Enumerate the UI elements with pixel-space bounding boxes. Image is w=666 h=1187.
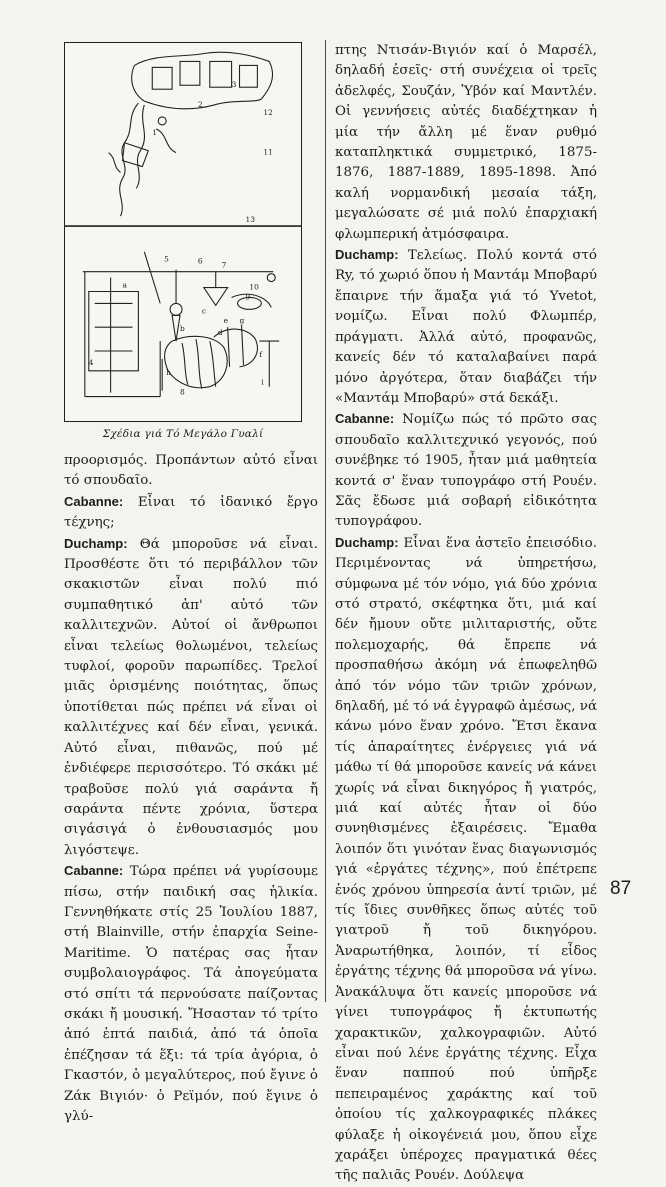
label-1: 1	[152, 127, 157, 137]
paragraph-text: Τώρα πρέπει νά γυρίσουμε πίσω, στήν παιδική σας ἡλικία. Γεννηθήκατε στίς 25 Ἰουλίου 1887, στή Blainville, στήν ἐπαρχία Seine-Maritime. Ὁ πατέρας σας ἦταν συμβολαιογράφος. Τά ἀπογεύματα στό σπίτι τά περνούσατε παίζοντας σκάκι ἤ μουσική. Ἤσασταν τό τρίτο ἀπό ἑπτά παιδιά, ἀπό τά ὁποῖα ἐπέζησαν τά ἕξι: τά τρία ἀγόρια, ὁ Γκαστόν, ὁ μεγαλύτερος, πού ἔγινε ὁ Ζάκ Βιγιόν· ὁ Ρεϊμόν, πού ἔγινε ὁ γλύ-	[64, 864, 318, 1124]
speaker-label: Duchamp:	[335, 534, 399, 550]
label-a: a	[122, 280, 127, 290]
paragraph	[64, 861, 318, 1127]
label-h: h	[166, 367, 171, 377]
page-number: 87	[610, 878, 632, 899]
paragraph-text: Τελείως. Πολύ κοντά στό Ry, τό χωριό ὅπου ἡ Μαντάμ Μποβαρύ ἔπαιρνε τήν ἅμαξα γιά τό Yvetot, νομίζω. Εἶναι πολύ Φλωμπέρ, πράγματι. Ἀλλά αὐτό, προφανῶς, κανείς δέν τό καταλαβαίνει παρά μόνο ἀργότερα, ὅταν διαβάζει τήν «Μαντάμ Μποβαρύ» στά δεκάξι.	[335, 248, 597, 406]
label-8: 8	[180, 387, 185, 397]
right-column	[335, 40, 597, 1187]
sketch-drawing	[65, 43, 301, 421]
paragraph	[335, 409, 597, 532]
label-i: i	[261, 377, 264, 387]
large-glass-sketch	[64, 42, 302, 422]
label-6: 6	[197, 256, 203, 266]
speaker-label: Cabanne:	[64, 863, 124, 879]
paragraph	[64, 450, 318, 492]
label-11: 11	[263, 147, 273, 157]
label-f: f	[259, 349, 263, 359]
paragraph-text: Νομίζω πώς τό πρῶτο σας σπουδαῖο καλλιτεχνικό γεγονός, πού συνέβηκε τό 1905, ἦταν μιά μαθητεία κοντά σ' ἕναν τυπογράφο στή Ρουέν. Σᾶς ἔδωσε μιά σοβαρή εἰδικότητα τυπογράφου.	[335, 412, 597, 530]
label-7: 7	[221, 260, 227, 270]
label-4: 4	[88, 357, 94, 367]
speaker-label: Duchamp:	[335, 247, 399, 263]
speaker-label: Cabanne:	[335, 411, 395, 427]
label-g: g	[239, 316, 245, 326]
paragraph-text: πτης Ντισάν-Βιγιόν καί ὁ Μαρσέλ, δηλαδή ἐσεῖς· στή συνέχεια οἱ τρεῖς ἀδελφές, Σουζάν, Ὑβόν καί Μαντλέν. Οἱ γεννήσεις αὐτές διαδέχτηκαν ἡ μία τήν ἄλλη μέ ἕναν ρυθμό καταπληκτικά συμμετρικό, 1875-1876, 1887-1889, 1895-1898. Ἀπό καλή νορμανδική μεσαία τάξη, μεγαλώσατε σέ μιά πολύ ἐπαρχιακή φλωμπερική ἀτμόσφαιρα.	[335, 43, 597, 242]
paragraph	[64, 492, 318, 534]
paragraph	[335, 245, 597, 409]
label-b: b	[180, 324, 185, 334]
label-10: 10	[249, 282, 259, 292]
figure-caption: Σχέδια γιά Τό Μεγάλο Γυαλί	[102, 428, 264, 440]
label-d: d	[217, 328, 223, 338]
paragraph	[64, 534, 318, 862]
label-5: 5	[164, 254, 169, 264]
left-column	[64, 450, 318, 1127]
paragraph-text: Εἶναι τό ἰδανικό ἔργο τέχνης;	[64, 494, 318, 531]
label-9: 9	[245, 292, 251, 302]
paragraph-text: Θά μποροῦσε νά εἶναι. Προσθέστε ὅτι τό περιβάλλον τῶν σκακιστῶν εἶναι πολύ πιό συμπαθητικό ἀπ' αὐτό τῶν καλλιτεχνῶν. Αὐτοί οἱ ἄνθρωποι εἶναι τελείως θολωμένοι, τελείως τυφλοί, φοροῦν παρωπίδες. Τρελοί μιᾶς ὁρισμένης ποιότητας, ὅπως ὑποτίθεται πώς πρέπει νά εἶναι οἱ καλλιτέχνες καί δέν εἶναι, γενικά. Αὐτό εἶναι, πιθανῶς, πού μέ ἐνδιέφερε περισσότερο. Τό σκάκι μέ τραβοῦσε πολύ γιά σαράντα ἤ σαράντα πέντε χρόνια, ὕστερα σιγάσιγά ὁ ἐνθουσιασμός μου λιγόστεψε.	[64, 536, 318, 858]
column-divider	[325, 40, 326, 1002]
label-3: 3	[231, 80, 237, 90]
label-2: 2	[197, 100, 203, 110]
speaker-label: Cabanne:	[64, 493, 124, 509]
label-c: c	[201, 306, 207, 316]
label-e: e	[223, 316, 229, 326]
paragraph-text: προορισμός. Προπάντων αὐτό εἶναι τό σπουδαῖο.	[64, 453, 318, 489]
label-12: 12	[263, 107, 273, 117]
paragraph	[335, 533, 597, 1187]
paragraph-text: Εἶναι ἕνα ἀστεῖο ἐπεισόδιο. Περιμένοντας νά ὑπηρετήσω, σύμφωνα μέ τόν νόμο, γιά δύο χρόνια στό στρατό, σκέφτηκα ὅτι, μιά καί δέν ἤμουν οὔτε μιλιταριστής, οὔτε πολεμοχαρής, θά ἔπρεπε νά προσπαθήσω ἀκόμη νά ἐπωφεληθῶ ἀπό τόν νόμο τῶν τριῶν χρόνων, δηλαδή, μέ τό νά ἐγγραφῶ ἀμέσως, νά κάνω μόνο ἕναν χρόνο. Ἔτσι ἔκανα τίς ἀπαραίτητες ἐνέργειες γιά νά μάθω τί θά μποροῦσε κανείς νά κάνει χωρίς νά εἶναι δικηγόρος ἤ γιατρός, μιά καί αὐτές ἦταν οἱ δύο συνηθισμένες ἐξαιρέσεις. Ἔμαθα λοιπόν ὅτι γινόταν ἕνας διαγωνισμός γιά «ἐργάτες τέχνης», πού ἐπέτρεπε ἑνός χρόνου ὑπηρεσία ἀντί τριῶν, μέ τίς ἴδιες συνθῆκες ὅπως αὐτές τοῦ γιατροῦ ἤ τοῦ δικηγόρου. Ἀναρωτήθηκα, λοιπόν, τί εἶδος ἐργάτης τέχνης θά μποροῦσα νά γίνω. Ἀνακάλυψα ὅτι κανείς μποροῦσε νά γίνει τυπογράφος ἤ ἐκτυπωτής χαρακτικῶν, χαλκογραφιῶν. Αὐτό εἶναι πού λένε ἐργάτης τέχνης. Εἶχα ἕναν παππού πού ὑπῆρξε πεπειραμένος χαράκτης καί τοῦ ὁποίου τίς χαλκογραφικές πλάκες φύλαξε ἡ οἰκογένειά μου, ὅπου εἶχε χαράξει ὑπέροχες πραγματικά θέες τῆς παλιᾶς Ρουέν. Δούλεψα	[335, 535, 597, 1184]
paragraph	[335, 40, 597, 245]
speaker-label: Duchamp:	[64, 535, 128, 551]
label-13: 13	[245, 215, 255, 225]
